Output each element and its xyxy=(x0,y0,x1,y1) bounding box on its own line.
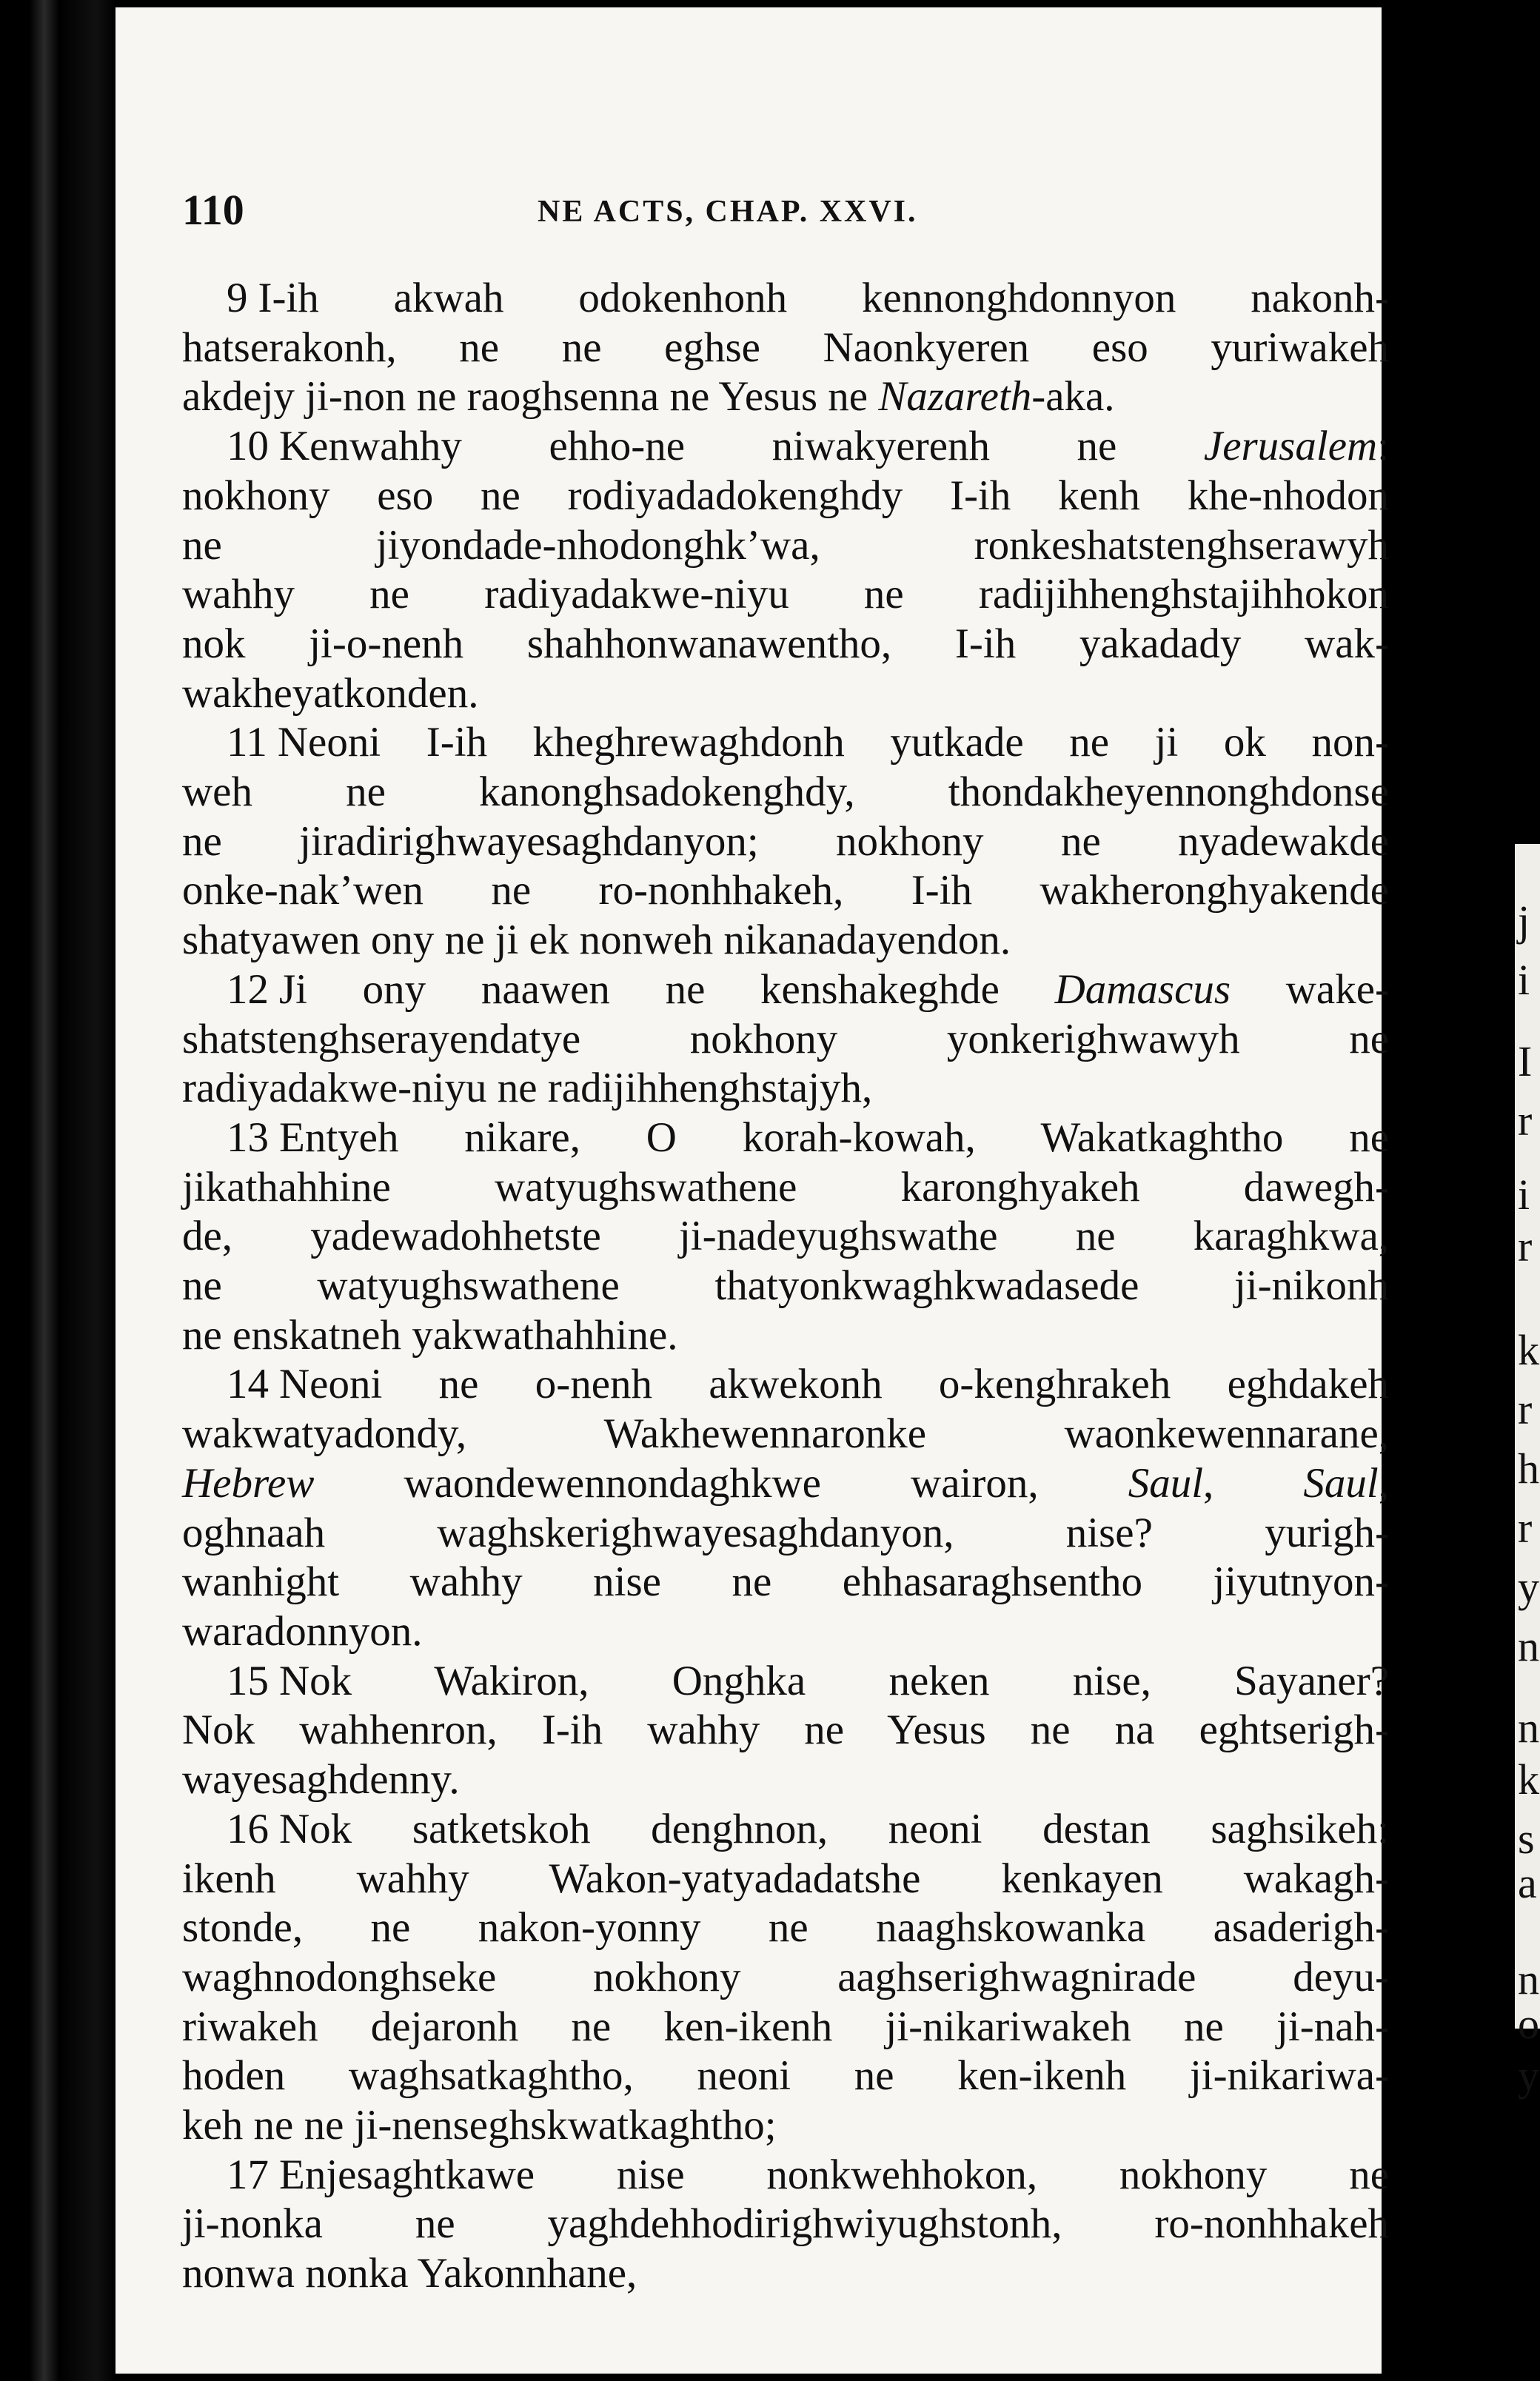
verse-line xyxy=(182,1607,1389,1657)
verse-line xyxy=(182,965,1389,1015)
verse-line-text: ikenh wahhy Wakon-yatyadadatshe kenkayen wakagh- xyxy=(182,1855,1389,1902)
verse-14 xyxy=(182,1360,1389,1656)
verse-line xyxy=(182,1657,1389,1707)
verse-line xyxy=(182,866,1389,916)
verse-line-text: wahhy ne radiyadakwe-niyu ne radijihhenghstajihhokon xyxy=(182,571,1389,618)
verse-line xyxy=(182,2151,1389,2200)
verse-line-text: stonde, ne nakon-yonny ne naaghskowanka asaderigh- xyxy=(182,1904,1389,1952)
margin-glyph: i xyxy=(1518,1171,1530,1219)
verse-line-text: weh ne kanonghsadokenghdy, thondakheyennonghdonse xyxy=(182,768,1389,816)
verse-line xyxy=(182,2249,1389,2299)
verse-11 xyxy=(182,718,1389,965)
verse-16 xyxy=(182,1805,1389,2151)
verse-line-text: Hebrew waondewennondaghkwe wairon, Saul, Saul, xyxy=(182,1459,1389,1507)
verse-line-text: hoden waghsatkaghtho, neoni ne ken-ikenh ji-nikariwa- xyxy=(182,2052,1389,2100)
margin-glyph: k xyxy=(1518,1326,1539,1374)
verse-line-text: I-ih akwah odokenhonh kennonghdonnyon nakonh- xyxy=(258,275,1389,321)
margin-glyph: k xyxy=(1518,1755,1539,1804)
verse-line xyxy=(182,718,1389,768)
verse-line-text: Enjesaghtkawe nise nonkwehhokon, nokhony ne xyxy=(279,2151,1389,2198)
verse-line-text: nonwa nonka Yakonnhane, xyxy=(182,2250,637,2297)
verse-line-text: oghnaah waghskerighwayesaghdanyon, nise? yurigh- xyxy=(182,1509,1389,1556)
verse-line xyxy=(182,1064,1389,1114)
book-binding-edge xyxy=(0,0,116,2381)
verse-17 xyxy=(182,2151,1389,2299)
verse-number: 16 xyxy=(227,1805,269,1852)
verse-line xyxy=(182,1410,1389,1459)
verse-line-text: ne watyughswathene thatyonkwaghkwadasede ji-nikonh xyxy=(182,1262,1389,1310)
margin-glyph: r xyxy=(1518,1504,1533,1552)
verse-10 xyxy=(182,422,1389,718)
verse-line-text: Neoni I-ih kheghrewaghdonh yutkade ne ji ok non- xyxy=(277,719,1389,766)
verse-line xyxy=(182,324,1389,373)
verse-line xyxy=(182,2003,1389,2052)
verse-line xyxy=(182,768,1389,817)
verse-line xyxy=(182,2101,1389,2151)
verse-line-text: Neoni ne o-nenh akwekonh o-kenghrakeh eghdakeh xyxy=(279,1361,1389,1408)
verse-line-text: Nok wahhenron, I-ih wahhy ne Yesus ne na eghtserigh- xyxy=(182,1707,1389,1754)
verse-line xyxy=(182,1805,1389,1855)
verse-12 xyxy=(182,965,1389,1114)
verse-line xyxy=(182,521,1389,571)
margin-glyph: y xyxy=(1518,2052,1539,2100)
verse-number: 15 xyxy=(227,1657,269,1704)
verse-line xyxy=(182,1855,1389,1904)
verse-line xyxy=(182,1114,1389,1163)
verse-line xyxy=(182,372,1389,422)
verse-line xyxy=(182,1953,1389,2003)
verse-line-text: Entyeh nikare, O korah-kowah, Wakatkaghtho ne xyxy=(279,1114,1389,1161)
verse-line xyxy=(182,422,1389,472)
verse-number: 11 xyxy=(227,719,267,766)
verse-line-text: ne jiyondade-nhodonghk’wa, ronkeshatstenghserawyh xyxy=(182,521,1389,569)
verse-13 xyxy=(182,1114,1389,1361)
verse-line-text: ji-nonka ne yaghdehhodirighwiyughstonh, ro-nonhhakeh xyxy=(182,2200,1389,2248)
verse-line xyxy=(182,2200,1389,2249)
verse-line xyxy=(182,1459,1389,1509)
verse-line-text: ne jiradirighwayesaghdanyon; nokhony ne nyadewakde xyxy=(182,817,1389,865)
verse-line xyxy=(182,274,1389,324)
verse-line xyxy=(182,620,1389,669)
verse-line-text: Nok satketskoh denghnon, neoni destan saghsikeh: xyxy=(279,1805,1389,1852)
verse-line-text: nokhony eso ne rodiyadadokenghdy I-ih kenh khe-nhodon xyxy=(182,472,1389,519)
margin-glyph: h xyxy=(1518,1444,1539,1493)
margin-glyph: o xyxy=(1518,2000,1539,2048)
verse-line-text: jikathahhine watyughswathene karonghyakeh dawegh- xyxy=(182,1163,1389,1210)
verse-line-text: riwakeh dejaronh ne ken-ikenh ji-nikariwakeh ne ji-nah- xyxy=(182,2003,1389,2050)
verse-line-text: Ji ony naawen ne kenshakeghde Damascus wake- xyxy=(279,965,1390,1013)
verse-line xyxy=(182,1755,1389,1805)
verse-line xyxy=(182,669,1389,719)
verse-line xyxy=(182,2052,1389,2101)
verse-number: 13 xyxy=(227,1114,269,1161)
margin-glyph: s xyxy=(1518,1815,1535,1863)
verse-line-text: radiyadakwe-niyu ne radijihhenghstajyh, xyxy=(182,1065,873,1112)
book-page xyxy=(116,7,1390,2374)
verse-line-text: waghnodonghseke nokhony aaghserighwagnirade deyu- xyxy=(182,1953,1389,2000)
verse-line xyxy=(182,817,1389,867)
verse-line-text: akdejy ji-non ne raoghsenna ne Yesus ne Nazareth-aka. xyxy=(182,373,1115,421)
margin-glyph: i xyxy=(1518,956,1530,1004)
margin-glyph: n xyxy=(1518,1704,1539,1752)
verse-number: 17 xyxy=(227,2151,269,2198)
margin-glyph: n xyxy=(1518,1622,1539,1670)
margin-glyph: y xyxy=(1518,1563,1539,1611)
verse-line xyxy=(182,1509,1389,1558)
verse-9 xyxy=(182,274,1389,422)
verse-line xyxy=(182,916,1389,965)
verse-line-text: wakwatyadondy, Wakhewennaronke waonkewennarane, xyxy=(182,1410,1389,1458)
verse-line-text: nok ji-o-nenh shahhonwanawentho, I-ih yakadady wak- xyxy=(182,620,1389,667)
margin-glyph: j xyxy=(1518,897,1530,945)
verse-number: 14 xyxy=(227,1361,269,1408)
verse-line xyxy=(182,1163,1389,1213)
margin-glyph: n xyxy=(1518,1955,1539,2003)
verse-line-text: ne enskatneh yakwathahhine. xyxy=(182,1311,678,1359)
verse-number: 10 xyxy=(227,423,269,470)
verse-number: 9 xyxy=(227,275,248,321)
margin-glyph: r xyxy=(1518,1385,1533,1433)
running-head: NE ACTS, CHAP. XXVI. xyxy=(538,195,918,229)
verse-line xyxy=(182,1558,1389,1607)
verse-line xyxy=(182,570,1389,620)
verse-line xyxy=(182,1903,1389,1953)
verse-line xyxy=(182,472,1389,521)
verse-line-text: onke-nak’wen ne ro-nonhhakeh, I-ih wakheronghyakende xyxy=(182,867,1389,914)
verse-line xyxy=(182,1262,1389,1311)
verse-line xyxy=(182,1015,1389,1065)
verse-15 xyxy=(182,1657,1389,1805)
verse-text-block xyxy=(182,274,1389,2299)
verse-line-text: de, yadewadohhetste ji-nadeyughswathe ne karaghkwa, xyxy=(182,1213,1389,1260)
verse-line-text: shatstenghserayendatye nokhony yonkerighwawyh ne xyxy=(182,1015,1389,1062)
margin-glyph: I xyxy=(1518,1037,1533,1085)
verse-line-text: Kenwahhy ehho-ne niwakyerenh ne Jerusalem: xyxy=(279,423,1389,470)
verse-line-text: hatserakonh, ne ne eghse Naonkyeren eso yuriwakeh xyxy=(182,324,1389,371)
verse-line-text: wanhight wahhy nise ne ehhasaraghsentho jiyutnyon- xyxy=(182,1558,1389,1606)
margin-glyph: r xyxy=(1518,1222,1533,1270)
verse-line xyxy=(182,1706,1389,1755)
verse-line xyxy=(182,1360,1389,1410)
verse-line-text: shatyawen ony ne ji ek nonweh nikanadayendon. xyxy=(182,917,1011,964)
margin-glyph: a xyxy=(1518,1859,1537,1907)
verse-line-text: keh ne ne ji-nenseghskwatkaghtho; xyxy=(182,2102,777,2149)
verse-line xyxy=(182,1212,1389,1262)
verse-line-text: Nok Wakiron, Onghka neken nise, Sayaner? xyxy=(279,1657,1389,1704)
verse-line-text: waradonnyon. xyxy=(182,1607,423,1655)
verse-line-text: wakheyatkonden. xyxy=(182,669,479,717)
page-number: 110 xyxy=(182,186,244,234)
verse-number: 12 xyxy=(227,965,269,1013)
verse-line-text: wayesaghdenny. xyxy=(182,1756,460,1804)
margin-glyph: r xyxy=(1518,1096,1533,1145)
verse-line xyxy=(182,1311,1389,1361)
